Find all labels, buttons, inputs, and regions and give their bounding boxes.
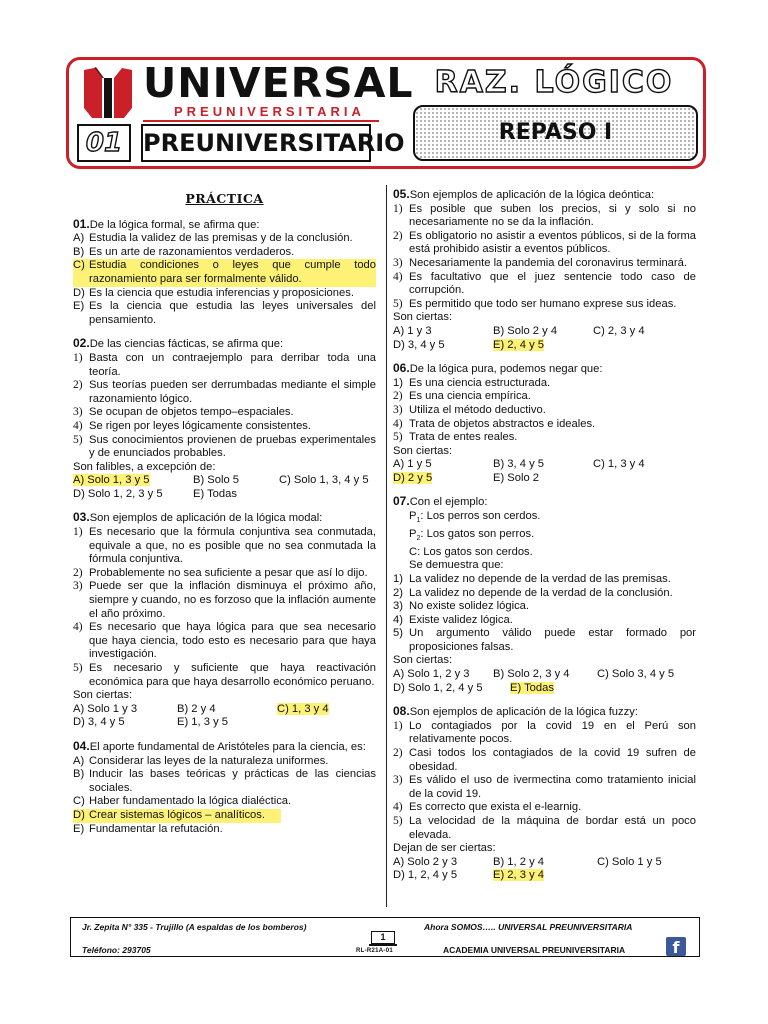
demonstration-prompt: Se demuestra que: — [409, 559, 504, 572]
option-text: Considerar las leyes de la naturaleza uniformes. — [89, 754, 329, 767]
statement-5 — [73, 434, 376, 461]
statement-text: Basta con un contraejemplo para derribar toda una teoría. — [89, 351, 376, 378]
answer-prompt: Dejan de ser ciertas: — [393, 842, 496, 855]
statement-key: 1) — [393, 719, 403, 732]
level-number: 01 — [77, 124, 131, 162]
answer-c: C) 1, 3 y 4 — [593, 458, 645, 471]
statement-5 — [73, 662, 376, 689]
question-03 — [73, 511, 376, 730]
statement-key: 1) — [393, 572, 403, 585]
answer-row — [393, 339, 696, 353]
statement-key: 4) — [73, 419, 83, 432]
statement-text: Es una ciencia empírica. — [409, 390, 531, 403]
statement-text: Es posible que suben los precios, si y solo si no necesariamente no se da la inflación. — [409, 202, 696, 229]
option-key: A) — [73, 754, 85, 767]
statement-text: La velocidad de la máquina de bordar está un poco elevada. — [409, 815, 696, 841]
answer-row — [393, 869, 696, 883]
statement-3 — [393, 600, 696, 614]
statement-2 — [393, 390, 696, 404]
option-text: Crear sistemas lógicos – analíticos. — [89, 809, 281, 823]
statement-text: Es obligatorio no asistir a eventos públicos, si de la forma está prohibido asistir a eventos públicos. — [409, 229, 696, 256]
statement-text: La validez no depende de la verdad de las premisas. — [409, 572, 671, 585]
question-number: 01. — [73, 216, 90, 231]
conclusion: C: Los gatos son cerdos. — [409, 545, 533, 558]
answer-b: B) 3, 4 y 5 — [493, 458, 544, 471]
option-a — [73, 232, 376, 246]
question-text: De la lógica formal, se afirma que: — [89, 218, 260, 231]
option-e — [73, 823, 376, 837]
question-07 — [393, 495, 696, 695]
option-b — [73, 768, 376, 795]
question-number: 03. — [73, 510, 90, 525]
question-stem — [393, 362, 696, 377]
answer-a: A) 1 y 5 — [393, 458, 432, 471]
statement-key: 2) — [393, 586, 403, 599]
statement-1 — [73, 352, 376, 379]
option-key: D) — [73, 809, 89, 823]
statement-key: 5) — [73, 433, 83, 446]
statement-text: Sus teorías pueden ser derrumbadas mediante el simple razonamiento lógico. — [89, 379, 376, 405]
statement-4 — [73, 420, 376, 434]
answer-c — [277, 703, 329, 717]
statement-key: 2) — [393, 390, 403, 403]
option-text: Fundamentar la refutación. — [89, 822, 223, 835]
answer-prompt: Son ciertas: — [393, 654, 453, 667]
brand-subtitle: PREUNIVERSITARIA — [174, 104, 365, 119]
answer-row — [393, 325, 696, 339]
statement-text: La validez no depende de la verdad de la conclusión. — [409, 586, 673, 599]
answer-c: C) Solo 3, 4 y 5 — [597, 668, 675, 681]
answer-prompt: Son falibles, a excepción de: — [73, 460, 216, 473]
question-number: 06. — [393, 361, 410, 376]
option-text: Haber fundamentado la lógica dialéctica. — [89, 795, 292, 808]
answer-row — [73, 716, 376, 730]
option-key: C) — [73, 259, 85, 272]
option-text: Es la ciencia que estudia las leyes universales del pensamiento. — [89, 300, 376, 326]
statement-key: 1) — [393, 202, 403, 215]
statement-text: Es necesario que la fórmula conjuntiva sea conmutada, equivale a que, no es posible que no sea conmutada la fórmula conjuntiva. — [89, 526, 376, 566]
question-stem — [393, 705, 696, 720]
answer-row — [393, 472, 696, 486]
answer-e: E) Todas — [193, 487, 237, 500]
question-01 — [73, 218, 376, 328]
statement-3 — [73, 406, 376, 420]
page-number-underline — [369, 944, 397, 946]
question-stem — [73, 337, 376, 352]
answer-c: C) 2, 3 y 4 — [593, 324, 645, 337]
answer-row — [393, 458, 696, 472]
answer-text-highlighted: E) 2, 3 y 4 — [493, 869, 544, 882]
answer-text-highlighted: D) 2 y 5 — [393, 471, 433, 484]
statement-2 — [393, 230, 696, 257]
answer-prompt: Son ciertas: — [393, 311, 453, 324]
question-text: Con el ejemplo: — [409, 496, 488, 509]
statement-2 — [393, 587, 696, 601]
statement-key: 3) — [393, 403, 403, 416]
question-text: El aporte fundamental de Aristóteles para la ciencia, es: — [89, 740, 366, 753]
answer-b: B) 1, 2 y 4 — [493, 855, 544, 868]
statement-text: Es una ciencia estructurada. — [409, 376, 551, 389]
answer-a: A) 1 y 3 — [393, 324, 432, 337]
statement-key: 3) — [393, 256, 403, 269]
question-stem — [73, 511, 376, 526]
statement-text: Se rigen por leyes lógicamente consistentes. — [89, 419, 312, 432]
answer-text-highlighted: C) 1, 3 y 4 — [277, 702, 329, 715]
question-text: Son ejemplos de aplicación de la lógica modal: — [89, 512, 323, 525]
statement-text: No existe solidez lógica. — [409, 600, 530, 613]
question-02 — [73, 337, 376, 501]
answer-e — [510, 682, 554, 696]
statement-key: 1) — [73, 526, 83, 539]
answer-d — [393, 472, 493, 486]
option-key: D) — [73, 286, 85, 299]
option-d — [73, 287, 376, 301]
premise-text: Los perros son cerdos. — [426, 510, 541, 523]
statement-3 — [393, 774, 696, 801]
option-b — [73, 246, 376, 260]
statement-text: Necesariamente la pandemia del coronavirus terminará. — [409, 256, 687, 269]
question-04 — [73, 740, 376, 836]
statement-text: Es permitido que todo ser humano exprese sus ideas. — [409, 297, 677, 310]
footer-slogan: Ahora SOMOS….. UNIVERSAL PREUNIVERSITARIA — [424, 922, 633, 932]
statement-key: 2) — [393, 229, 403, 242]
answer-row — [393, 856, 696, 870]
statement-5 — [393, 431, 696, 445]
statement-text: Probablemente no sea suficiente a pesar que así lo dijo. — [89, 566, 368, 579]
answer-a: A) Solo 1, 2 y 3 — [393, 668, 470, 681]
statement-2 — [73, 379, 376, 406]
answer-b: B) Solo 5 — [193, 474, 240, 487]
statement-text: Existe validez lógica. — [409, 613, 513, 626]
question-number: 07. — [393, 494, 410, 509]
question-stem — [393, 188, 696, 203]
brand-name: UNIVERSAL — [143, 59, 414, 107]
statement-key: 4) — [393, 801, 403, 814]
statement-key: 5) — [393, 297, 403, 310]
statement-5 — [393, 298, 696, 312]
footer-phone: Teléfono: 293705 — [82, 945, 151, 955]
statement-3 — [393, 404, 696, 418]
answer-d: D) 3, 4 y 5 — [393, 338, 445, 351]
level-title: PREUNIVERSITARIO — [141, 124, 371, 162]
statement-1 — [393, 203, 696, 230]
question-number: 04. — [73, 738, 90, 753]
statement-text: Utiliza el método deductivo. — [409, 403, 546, 416]
answer-e — [493, 869, 544, 883]
statement-key: 4) — [73, 621, 83, 634]
document-code: RL-R21A-01 — [356, 948, 394, 954]
answer-row — [393, 668, 696, 682]
column-divider — [386, 185, 387, 907]
statement-key: 5) — [73, 662, 83, 674]
statement-text: Trata de entes reales. — [409, 431, 518, 444]
statement-1 — [393, 573, 696, 587]
brand-rule — [143, 120, 379, 122]
statement-1 — [73, 526, 376, 567]
option-d-highlighted — [73, 809, 281, 823]
premise-2: $P_2$: Los gatos son perros. — [409, 527, 535, 543]
statement-key: 2) — [73, 379, 83, 392]
statement-text: Es necesario que haya lógica para que sea necesario que haya ciencia, todo esto es necesario para que haya investigación. — [89, 621, 376, 661]
question-stem — [73, 740, 376, 755]
statement-key: 1) — [73, 351, 83, 364]
facebook-icon[interactable]: f — [666, 937, 686, 956]
option-text: Estudia la validez de las premisas y de la conclusión. — [89, 232, 353, 245]
option-key: B) — [73, 768, 85, 781]
question-text: Son ejemplos de aplicación de la lógica deóntica: — [409, 189, 655, 201]
answer-b: B) Solo 2, 3 y 4 — [493, 668, 570, 681]
page-number: 1 — [371, 931, 395, 944]
answer-prompt: Son ciertas: — [73, 689, 133, 702]
answer-row — [73, 703, 376, 717]
statement-text: Puede ser que la inflación disminuya el próximo año, siempre y cuando, no es forzoso que la inflación aumente el año próximo. — [89, 580, 376, 620]
question-stem — [73, 218, 376, 233]
statement-3 — [393, 257, 696, 271]
statement-1 — [393, 377, 696, 391]
option-key: E) — [73, 822, 85, 835]
unit-title: REPASO I — [413, 105, 698, 161]
statement-5 — [393, 627, 696, 654]
answer-d: D) 1, 2, 4 y 5 — [393, 869, 458, 882]
statement-key: 1) — [393, 376, 403, 389]
statement-key: 5) — [393, 815, 403, 827]
statement-key: 4) — [393, 613, 403, 626]
statement-5 — [393, 815, 696, 842]
subject-title: RAZ. LÓGICO — [434, 65, 674, 100]
question-number: 02. — [73, 336, 90, 351]
statement-4 — [73, 621, 376, 662]
right-column — [393, 188, 696, 893]
statement-4 — [393, 418, 696, 432]
statement-key: 2) — [393, 747, 403, 760]
question-stem — [393, 495, 696, 510]
question-number: 08. — [393, 704, 410, 719]
statement-4 — [393, 801, 696, 815]
answer-row — [73, 474, 376, 488]
option-text: Inducir las bases teóricas y prácticas de las ciencias sociales. — [89, 768, 376, 794]
statement-key: 2) — [73, 566, 83, 579]
question-number: 05. — [393, 187, 410, 201]
question-06 — [393, 362, 696, 485]
answer-e: E) Solo 2 — [493, 471, 540, 484]
statement-text: Trata de objetos abstractos e ideales. — [409, 417, 596, 430]
option-e — [73, 300, 376, 327]
question-05 — [393, 188, 696, 352]
answer-text-highlighted: E) 2, 4 y 5 — [493, 338, 544, 351]
premise-1: $P_1$: Los perros son cerdos. — [409, 510, 541, 525]
answer-c: C) Solo 1 y 5 — [597, 855, 662, 868]
answer-e: E) 1, 3 y 5 — [177, 716, 228, 729]
statement-2 — [73, 567, 376, 581]
answer-row — [73, 488, 376, 502]
statement-1 — [393, 720, 696, 747]
footer-academy: ACADEMIA UNIVERSAL PREUNIVERSITARIA — [443, 945, 626, 955]
statement-text: Se ocupan de objetos tempo–espaciales. — [89, 406, 294, 419]
option-text: Estudia condiciones o leyes que cumple todo razonamiento para ser formalmente válido. — [89, 259, 376, 285]
statement-text: Es facultativo que el juez sentencie todo caso de corrupción. — [409, 270, 696, 297]
answer-b: B) 2 y 4 — [177, 702, 216, 715]
answer-row — [393, 682, 696, 696]
answer-d: D) Solo 1, 2, 4 y 5 — [393, 681, 483, 694]
statement-text: Casi todos los contagiados de la covid 19 sufren de obesidad. — [409, 747, 696, 773]
statement-key: 3) — [393, 774, 403, 787]
option-key: B) — [73, 245, 85, 258]
option-text: Es un arte de razonamientos verdaderos. — [89, 245, 295, 258]
option-c — [73, 795, 376, 809]
statement-text: Lo contagiados por la covid 19 en el Perú son relativamente pocos. — [409, 719, 696, 746]
statement-4 — [393, 614, 696, 628]
statement-text: Es necesario y suficiente que haya reactivación económica para que haya desarrollo económico peruano. — [89, 662, 376, 688]
premise-text: Los gatos son perros. — [426, 527, 535, 540]
statement-key: 3) — [393, 600, 403, 613]
footer-address: Jr. Zepita N° 335 - Trujillo (A espaldas de los bomberos) — [82, 922, 307, 932]
statement-key: 3) — [73, 406, 83, 419]
answer-b: B) Solo 2 y 4 — [493, 324, 558, 337]
statement-key: 3) — [73, 580, 83, 593]
answer-a: A) Solo 2 y 3 — [393, 855, 458, 868]
answer-d: D) Solo 1, 2, 3 y 5 — [73, 487, 163, 500]
question-text: Son ejemplos de aplicación de la lógica fuzzy: — [409, 706, 638, 719]
option-key: C) — [73, 795, 85, 808]
statement-key: 5) — [393, 627, 403, 640]
question-text: De las ciencias fácticas, se afirma que: — [89, 338, 284, 351]
statement-4 — [393, 271, 696, 298]
question-text: De la lógica pura, podemos negar que: — [409, 363, 603, 376]
left-column — [73, 188, 376, 846]
answer-c: C) Solo 1, 3, 4 y 5 — [279, 474, 369, 487]
option-a — [73, 755, 376, 769]
statement-key: 4) — [393, 270, 403, 283]
statement-key: 5) — [393, 431, 403, 444]
practice-title: PRÁCTICA — [185, 191, 264, 206]
statement-3 — [73, 580, 376, 621]
answer-a: A) Solo 1 y 3 — [73, 702, 138, 715]
answer-text-highlighted: A) Solo 1, 3 y 5 — [73, 474, 150, 487]
option-key: A) — [73, 232, 85, 245]
answer-d: D) 3, 4 y 5 — [73, 716, 125, 729]
statement-text: Es válido el uso de ivermectina como tratamiento inicial de la covid 19. — [409, 774, 696, 800]
answer-a — [73, 474, 193, 488]
option-key: E) — [73, 300, 85, 313]
statement-text: Un argumento válido puede estar formado por proposiciones falsas. — [409, 627, 696, 653]
statement-text: Sus conocimientos provienen de pruebas experimentales y de enunciados probables. — [89, 433, 376, 460]
statement-2 — [393, 747, 696, 774]
universal-logo-icon — [80, 64, 136, 120]
option-text: Es la ciencia que estudia inferencias y proposiciones. — [89, 286, 354, 299]
answer-prompt: Son ciertas: — [393, 444, 453, 457]
answer-e — [493, 339, 544, 353]
answer-text-highlighted: E) Todas — [510, 681, 554, 694]
option-c-highlighted — [73, 259, 376, 286]
statement-text: Es correcto que exista el e-learnig. — [409, 801, 582, 814]
question-08 — [393, 705, 696, 883]
statement-key: 4) — [393, 417, 403, 430]
